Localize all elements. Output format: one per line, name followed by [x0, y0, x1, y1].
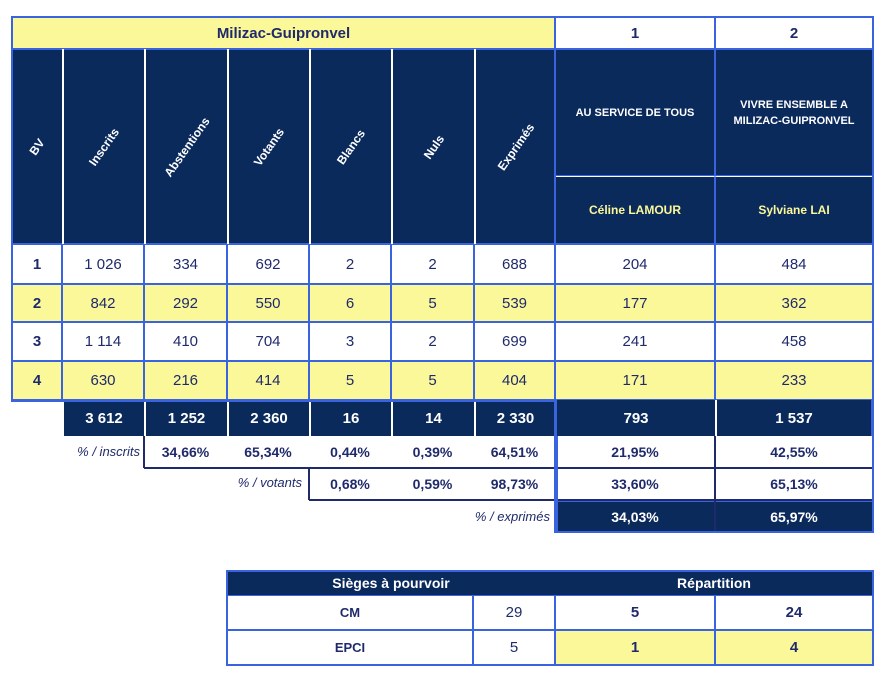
pct-votants-nuls: 0,59%	[412, 476, 453, 492]
pct-right-divider-right	[872, 436, 874, 532]
seats-row-1-l2: 24	[715, 595, 873, 630]
pct-votants-label: % / votants	[237, 475, 302, 490]
row-2-exprimes: 539	[474, 284, 555, 322]
list-2-number: 2	[715, 17, 873, 49]
total-nuls: 14	[391, 400, 474, 436]
pct-votants-list-2: 65,13%	[770, 476, 818, 492]
seats-header-right: Répartition	[555, 571, 873, 595]
col-header-exprimes	[474, 49, 555, 244]
col-header-bv-label: BV	[26, 135, 48, 158]
row-3-l1: 241	[555, 322, 715, 361]
seats-row-1-total: 29	[473, 595, 555, 630]
total-list-1: 793	[555, 400, 715, 436]
pct-inscrits-nuls: 0,39%	[412, 444, 453, 460]
list-1-number: 1	[555, 17, 715, 49]
row-2-bv: 2	[12, 284, 62, 322]
pct-votants-exprimes: 98,73%	[490, 476, 539, 492]
row-3-abstentions: 410	[144, 322, 227, 361]
pct-inscrits-label: % / inscrits	[77, 444, 140, 459]
pct-inscrits-blancs: 0,44%	[330, 444, 370, 460]
pct-inscrits-votants: 65,34%	[244, 444, 292, 460]
total-list-2: 1 537	[715, 400, 873, 436]
pct-inscrits-abstentions: 34,66%	[161, 444, 210, 460]
row-4-abstentions: 216	[144, 361, 227, 400]
pct-right-divider-mid	[714, 436, 716, 532]
seats-row-2-total: 5	[473, 630, 555, 665]
col-header-inscrits	[62, 49, 144, 244]
row-4-votants: 414	[227, 361, 309, 400]
pct-exprimes-list-2: 65,97%	[715, 501, 873, 532]
seats-row-2-label: EPCI	[227, 630, 473, 665]
col-header-bv	[12, 49, 62, 244]
row-3-nuls: 2	[391, 322, 474, 361]
row-3-votants: 704	[227, 322, 309, 361]
col-header-votants	[227, 49, 309, 244]
col-header-nuls-label: Nuls	[420, 131, 447, 162]
list-1-candidate: Céline LAMOUR	[555, 176, 715, 244]
commune-title: Milizac-Guipronvel	[12, 17, 555, 49]
row-2-abstentions: 292	[144, 284, 227, 322]
total-abstentions: 1 252	[144, 400, 227, 436]
pct-left-divider	[555, 436, 558, 532]
pct-exprimes-list-1: 34,03%	[555, 501, 715, 532]
pct-votants-blancs: 0,68%	[330, 476, 370, 492]
row-2-l1: 177	[555, 284, 715, 322]
row-1-bv: 1	[12, 244, 62, 284]
row-3-inscrits: 1 114	[62, 322, 144, 361]
pct-inscrits-list-1: 21,95%	[611, 444, 659, 460]
list-1-name: AU SERVICE DE TOUS	[555, 49, 715, 176]
row-3-l2: 458	[715, 322, 873, 361]
row-1-votants: 692	[227, 244, 309, 284]
row-4-l1: 171	[555, 361, 715, 400]
col-header-blancs	[309, 49, 391, 244]
pct-inscrits-underline	[144, 467, 555, 469]
pct-votants-list-1: 33,60%	[611, 476, 659, 492]
col-header-exprimes-label: Exprimés	[494, 120, 537, 173]
seats-row-1-label: CM	[227, 595, 473, 630]
row-2-votants: 550	[227, 284, 309, 322]
pct-inscrits-divider	[143, 436, 145, 468]
row-2-nuls: 5	[391, 284, 474, 322]
seats-row-1-l1: 5	[555, 595, 715, 630]
seats-row-2-l1: 1	[555, 630, 715, 665]
row-1-inscrits: 1 026	[62, 244, 144, 284]
pct-votants-divider	[308, 468, 310, 500]
row-1-l2: 484	[715, 244, 873, 284]
col-header-inscrits-label: Inscrits	[86, 125, 122, 168]
row-1-blancs: 2	[309, 244, 391, 284]
row-2-inscrits: 842	[62, 284, 144, 322]
row-3-exprimes: 699	[474, 322, 555, 361]
row-2-blancs: 6	[309, 284, 391, 322]
col-header-votants-label: Votants	[250, 124, 288, 169]
total-exprimes: 2 330	[474, 400, 555, 436]
row-3-bv: 3	[12, 322, 62, 361]
total-votants: 2 360	[227, 400, 309, 436]
col-header-abstentions-label: Abstentions	[160, 114, 213, 179]
row-1-exprimes: 688	[474, 244, 555, 284]
seats-header-left: Sièges à pourvoir	[227, 571, 555, 595]
pct-inscrits-exprimes: 64,51%	[490, 444, 539, 460]
row-1-nuls: 2	[391, 244, 474, 284]
list-2-candidate: Sylviane LAI	[715, 176, 873, 244]
pct-inscrits-list-2: 42,55%	[770, 444, 818, 460]
row-1-l1: 204	[555, 244, 715, 284]
row-4-exprimes: 404	[474, 361, 555, 400]
row-2-l2: 362	[715, 284, 873, 322]
total-inscrits: 3 612	[62, 400, 144, 436]
list-2-name: VIVRE ENSEMBLE A MILIZAC-GUIPRONVEL	[715, 49, 873, 176]
row-4-inscrits: 630	[62, 361, 144, 400]
row-4-nuls: 5	[391, 361, 474, 400]
row-3-blancs: 3	[309, 322, 391, 361]
row-4-l2: 233	[715, 361, 873, 400]
col-header-abstentions	[144, 49, 227, 244]
row-1-abstentions: 334	[144, 244, 227, 284]
row-4-bv: 4	[12, 361, 62, 400]
seats-row-2-l2: 4	[715, 630, 873, 665]
col-header-nuls	[391, 49, 474, 244]
total-blancs: 16	[309, 400, 391, 436]
pct-exprimes-label: % / exprimés	[474, 509, 550, 524]
pct-votants-underline	[309, 499, 555, 501]
row-4-blancs: 5	[309, 361, 391, 400]
col-header-blancs-label: Blancs	[333, 126, 369, 167]
